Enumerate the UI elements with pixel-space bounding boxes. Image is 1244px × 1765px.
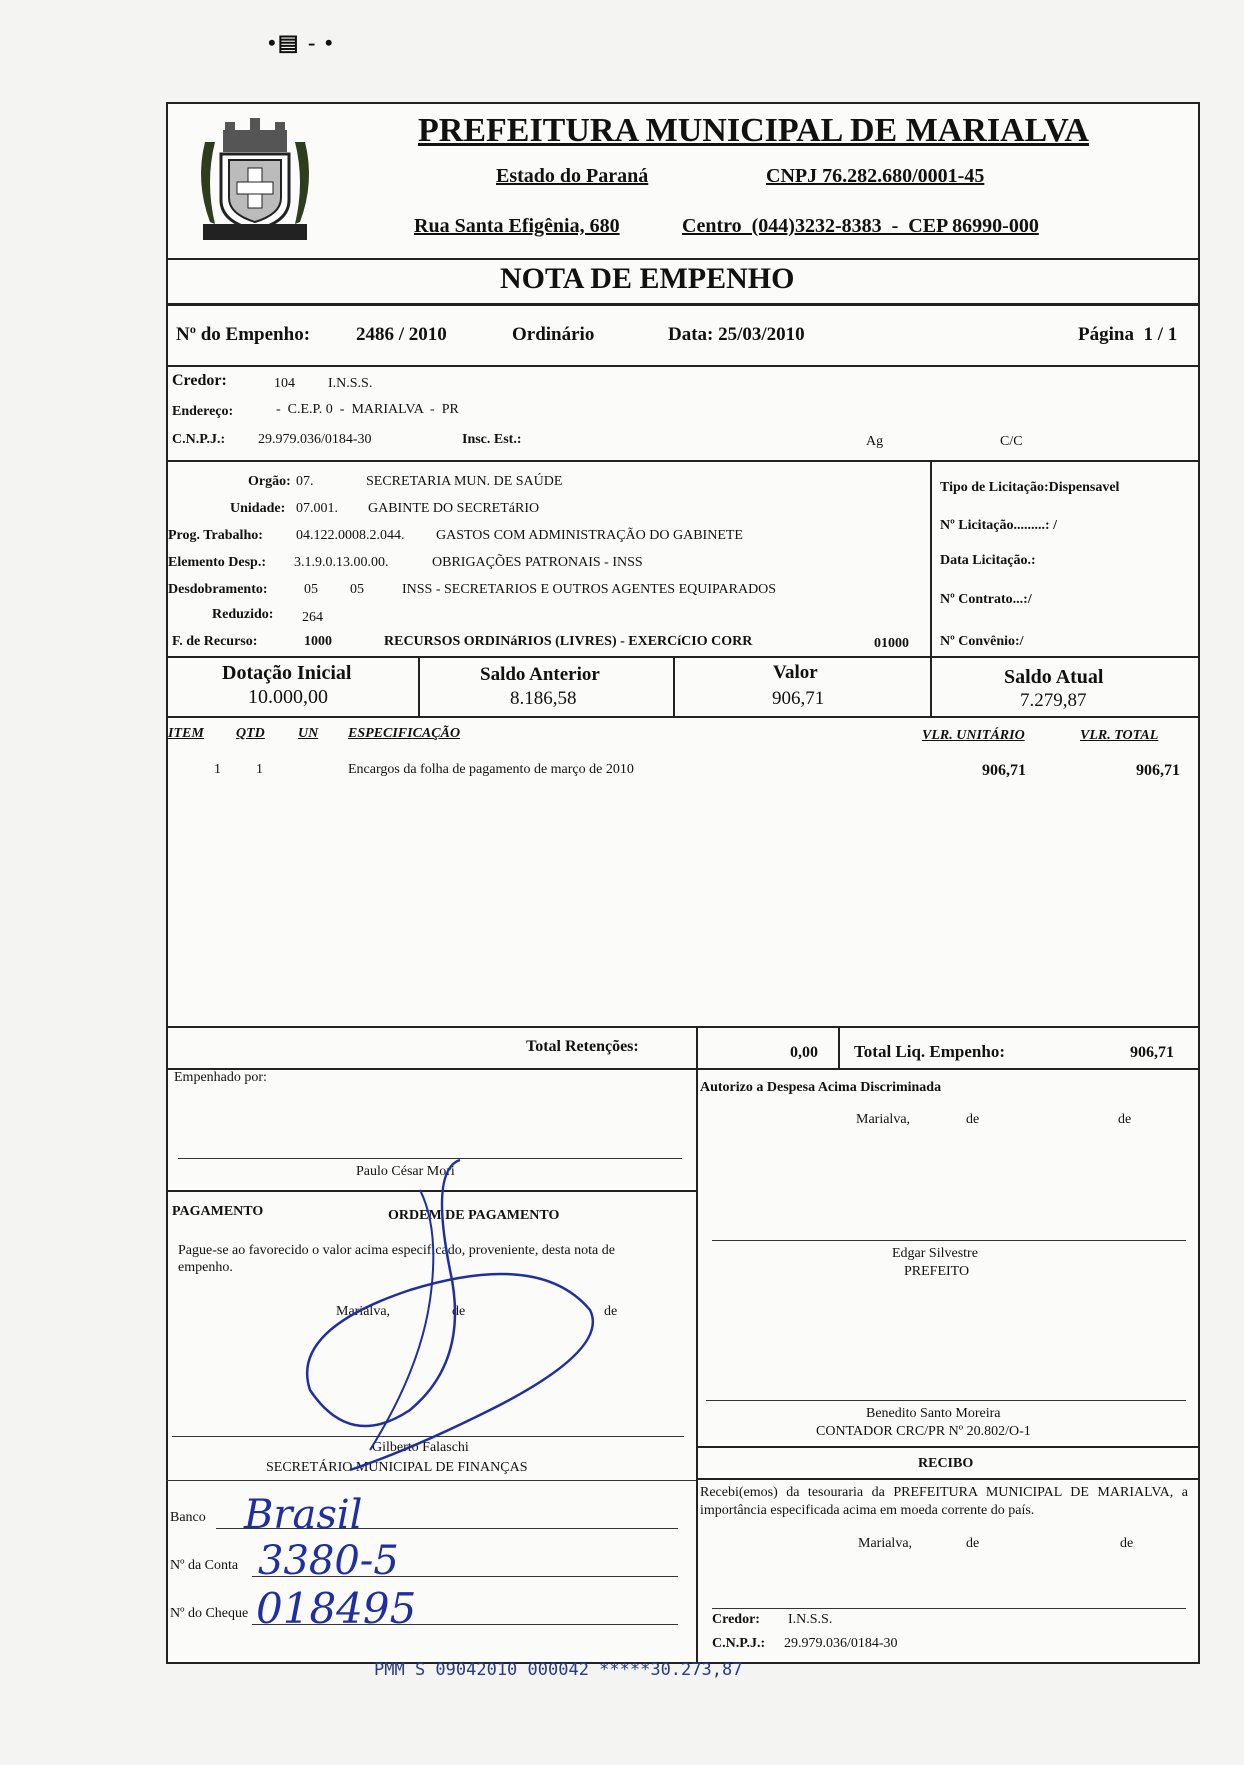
doc-title: NOTA DE EMPENHO <box>500 262 795 295</box>
dotacao-value: 10.000,00 <box>248 686 328 708</box>
desd-b: 05 <box>350 582 364 597</box>
de-right-2: de <box>1118 1112 1132 1127</box>
total-retencoes-label: Total Retenções: <box>526 1038 639 1055</box>
desd-label: Desdobramento: <box>168 582 268 597</box>
saldo-anterior-label: Saldo Anterior <box>480 664 600 685</box>
row-unit: 906,71 <box>982 762 1026 779</box>
contador-name: Benedito Santo Moreira <box>866 1406 1001 1421</box>
insc-est-label: Insc. Est.: <box>462 432 522 447</box>
endereco-tail: Centro (044)3232-8383 - CEP 86990-000 <box>682 215 1039 237</box>
credor-recibo-label: Credor: <box>712 1612 760 1627</box>
de-right-1: de <box>966 1112 980 1127</box>
unidade-desc: GABINTE DO SECRETáRIO <box>368 501 540 516</box>
estado: Estado do Paraná <box>496 165 649 187</box>
autorizo-text: Autorizo a Despesa Acima Discriminada <box>700 1080 942 1095</box>
cnpj-prefeitura: CNPJ 76.282.680/0001-45 <box>766 165 985 187</box>
empenho-num-label: Nº do Empenho: <box>176 324 311 345</box>
marialva-left: Marialva, <box>336 1304 391 1319</box>
marialva-recibo: Marialva, <box>858 1536 913 1551</box>
endereco-prefeitura: Rua Santa Efigênia, 680 <box>414 215 620 237</box>
col-total: VLR. TOTAL <box>1080 728 1159 743</box>
credor-label: Credor: <box>172 372 227 389</box>
col-unit: VLR. UNITÁRIO <box>922 728 1025 743</box>
desd-desc: INSS - SECRETARIOS E OUTROS AGENTES EQUIPARADOS <box>402 582 777 597</box>
recurso-code: 1000 <box>304 634 332 649</box>
recurso-label: F. de Recurso: <box>172 634 258 649</box>
cheque-label: Nº do Cheque <box>170 1606 249 1621</box>
col-qtd: QTD <box>236 726 265 741</box>
total-liq-label: Total Liq. Empenho: <box>854 1042 1005 1061</box>
pague-text: Pague-se ao favorecido o valor acima especificado, proveniente, desta nota de empenho. <box>178 1243 615 1275</box>
cnpj-credor-value: 29.979.036/0184-30 <box>258 432 372 447</box>
prog-desc: GASTOS COM ADMINISTRAÇÃO DO GABINETE <box>436 528 743 543</box>
cnpj-recibo-label: C.N.P.J.: <box>712 1636 766 1651</box>
prog-code: 04.122.0008.2.044. <box>296 528 405 543</box>
empenho-type: Ordinário <box>512 324 595 345</box>
row-item: 1 <box>214 762 221 777</box>
tipo-licitacao: Tipo de Licitação:Dispensavel <box>940 480 1120 495</box>
marialva-right: Marialva, <box>856 1112 911 1127</box>
unidade-code: 07.001. <box>296 501 338 516</box>
col-un: UN <box>298 726 319 741</box>
prefeitura-title: PREFEITURA MUNICIPAL DE MARIALVA <box>418 112 1089 149</box>
pagamento-label: PAGAMENTO <box>172 1204 264 1219</box>
dotacao-label: Dotação Inicial <box>222 662 352 684</box>
credor-recibo-value: I.N.S.S. <box>788 1612 833 1627</box>
valor-label: Valor <box>773 662 818 683</box>
saldo-anterior-value: 8.186,58 <box>510 688 577 709</box>
signature-scribble <box>290 1150 620 1480</box>
total-retencoes-value: 0,00 <box>790 1044 818 1061</box>
cheque-handwritten: 018495 <box>256 1584 417 1633</box>
empenho-page: Página 1 / 1 <box>1078 324 1178 345</box>
endereco-value: - C.E.P. 0 - MARIALVA - PR <box>276 402 459 417</box>
de-left-2: de <box>604 1304 618 1319</box>
secretario-title: SECRETÁRIO MUNICIPAL DE FINANÇAS <box>266 1460 528 1475</box>
saldo-atual-label: Saldo Atual <box>1004 666 1104 688</box>
desd-a: 05 <box>304 582 318 597</box>
top-marks: •▤ ‐ • <box>268 30 335 55</box>
cnpj-credor-label: C.N.P.J.: <box>172 432 226 447</box>
prefeito-name: Edgar Silvestre <box>892 1246 978 1261</box>
orgao-label: Orgão: <box>248 474 291 489</box>
empenho-date: Data: 25/03/2010 <box>668 324 805 345</box>
endereco-label: Endereço: <box>172 404 234 419</box>
elem-label: Elemento Desp.: <box>168 555 266 570</box>
banco-handwritten: Brasil <box>244 1492 363 1538</box>
prefeito-title: PREFEITO <box>904 1264 970 1279</box>
de-right-4: de <box>1120 1536 1134 1551</box>
credor-code: 104 <box>274 376 295 391</box>
ag-label: Ag <box>866 434 884 449</box>
orgao-desc: SECRETARIA MUN. DE SAÚDE <box>366 474 563 489</box>
recibo-text: Recebi(emos) da tesouraria da PREFEITURA MUNICIPAL DE MARIALVA, a importância especificada acima em moeda corrente do país. <box>700 1485 1188 1518</box>
empenho-num-value: 2486 / 2010 <box>356 324 447 345</box>
row-spec: Encargos da folha de pagamento de março de 2010 <box>348 762 634 777</box>
de-right-3: de <box>966 1536 980 1551</box>
cc-label: C/C <box>1000 434 1023 449</box>
valor-value: 906,71 <box>772 688 825 709</box>
recurso-num: 01000 <box>874 636 909 651</box>
reduzido-label: Reduzido: <box>212 607 274 622</box>
conta-label: Nº da Conta <box>170 1558 239 1573</box>
mechanical-stamp: PMM S 09042010 000042 *****30.273,87 <box>374 1660 743 1680</box>
municipal-crest-icon <box>185 112 325 252</box>
secretario-name: Gilberto Falaschi <box>372 1440 469 1455</box>
empenhado-por: Empenhado por: <box>174 1070 267 1085</box>
contador-title: CONTADOR CRC/PR Nº 20.802/O-1 <box>816 1424 1031 1439</box>
recibo-title: RECIBO <box>918 1456 974 1471</box>
prog-label: Prog. Trabalho: <box>168 528 263 543</box>
credor-name: I.N.S.S. <box>328 376 373 391</box>
orgao-code: 07. <box>296 474 314 489</box>
total-liq-value: 906,71 <box>1130 1044 1174 1061</box>
num-convenio: Nº Convênio:/ <box>940 634 1024 649</box>
conta-handwritten: 3380-5 <box>258 1538 399 1584</box>
saldo-atual-value: 7.279,87 <box>1020 690 1087 711</box>
de-left-1: de <box>452 1304 466 1319</box>
cnpj-recibo-value: 29.979.036/0184-30 <box>784 1636 898 1651</box>
num-contrato: Nº Contrato...:/ <box>940 592 1032 607</box>
row-total: 906,71 <box>1136 762 1180 779</box>
empenhado-name: Paulo César Mori <box>356 1164 455 1179</box>
ordem-pagamento: ORDEM DE PAGAMENTO <box>388 1208 560 1223</box>
reduzido-value: 264 <box>302 610 323 625</box>
elem-desc: OBRIGAÇÕES PATRONAIS - INSS <box>432 555 643 570</box>
banco-label: Banco <box>170 1510 206 1525</box>
elem-code: 3.1.9.0.13.00.00. <box>294 555 389 570</box>
col-spec: ESPECIFICAÇÃO <box>348 726 461 741</box>
unidade-label: Unidade: <box>230 501 286 516</box>
data-licitacao: Data Licitação.: <box>940 553 1036 568</box>
recurso-desc: RECURSOS ORDINáRIOS (LIVRES) - EXERCíCIO CORR <box>384 634 753 649</box>
row-qtd: 1 <box>256 762 263 777</box>
num-licitacao: Nº Licitação.........: / <box>940 518 1057 533</box>
col-item: ITEM <box>168 726 204 741</box>
